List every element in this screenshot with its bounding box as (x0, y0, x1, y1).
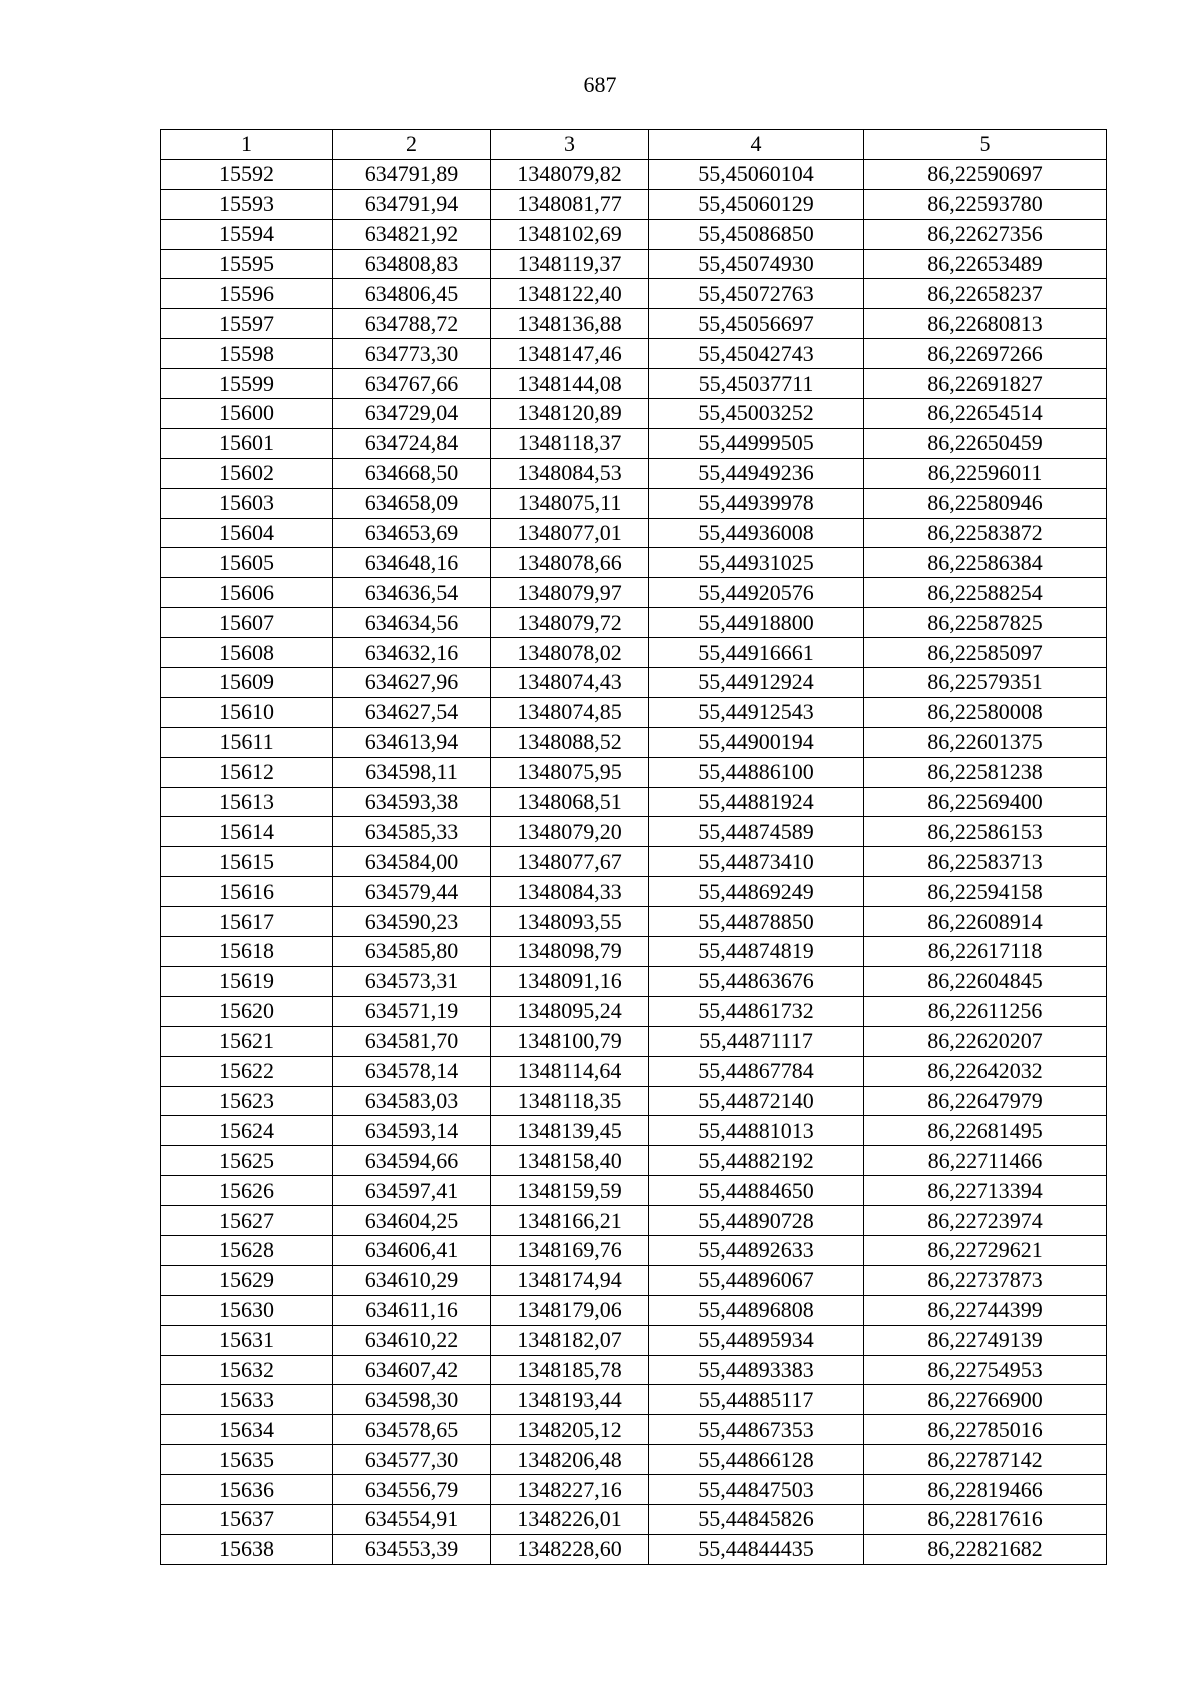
longitude-cell: 86,22819466 (864, 1475, 1107, 1505)
table-row (161, 697, 1107, 727)
table-row (161, 279, 1107, 309)
longitude-cell: 86,22601375 (864, 727, 1107, 757)
table-row (161, 1504, 1107, 1534)
y-coordinate-cell: 1348158,40 (491, 1146, 649, 1176)
table-row (161, 1534, 1107, 1564)
y-coordinate-cell: 1348228,60 (491, 1534, 649, 1564)
x-coordinate-cell: 634585,33 (333, 817, 491, 847)
y-coordinate-cell: 1348139,45 (491, 1116, 649, 1146)
point-number-cell: 15612 (161, 757, 333, 787)
longitude-cell: 86,22729621 (864, 1235, 1107, 1265)
column-header-3: 3 (491, 130, 649, 160)
longitude-cell: 86,22604845 (864, 966, 1107, 996)
x-coordinate-cell: 634607,42 (333, 1355, 491, 1385)
x-coordinate-cell: 634627,54 (333, 697, 491, 727)
column-header-2: 2 (333, 130, 491, 160)
latitude-cell: 55,44871117 (649, 1026, 864, 1056)
longitude-cell: 86,22697266 (864, 339, 1107, 369)
y-coordinate-cell: 1348185,78 (491, 1355, 649, 1385)
longitude-cell: 86,22785016 (864, 1415, 1107, 1445)
longitude-cell: 86,22586153 (864, 817, 1107, 847)
table-row (161, 638, 1107, 668)
y-coordinate-cell: 1348079,82 (491, 159, 649, 189)
table-row (161, 1265, 1107, 1295)
x-coordinate-cell: 634808,83 (333, 249, 491, 279)
longitude-cell: 86,22711466 (864, 1146, 1107, 1176)
table-row (161, 1146, 1107, 1176)
longitude-cell: 86,22754953 (864, 1355, 1107, 1385)
y-coordinate-cell: 1348078,02 (491, 638, 649, 668)
x-coordinate-cell: 634648,16 (333, 548, 491, 578)
table-row (161, 1415, 1107, 1445)
latitude-cell: 55,45060104 (649, 159, 864, 189)
x-coordinate-cell: 634658,09 (333, 488, 491, 518)
table-row (161, 787, 1107, 817)
table-row (161, 1235, 1107, 1265)
longitude-cell: 86,22650459 (864, 428, 1107, 458)
y-coordinate-cell: 1348084,33 (491, 877, 649, 907)
latitude-cell: 55,44863676 (649, 966, 864, 996)
latitude-cell: 55,44912543 (649, 697, 864, 727)
table-row (161, 1355, 1107, 1385)
point-number-cell: 15625 (161, 1146, 333, 1176)
latitude-cell: 55,44890728 (649, 1206, 864, 1236)
latitude-cell: 55,44867353 (649, 1415, 864, 1445)
x-coordinate-cell: 634604,25 (333, 1206, 491, 1236)
y-coordinate-cell: 1348227,16 (491, 1475, 649, 1505)
x-coordinate-cell: 634579,44 (333, 877, 491, 907)
latitude-cell: 55,45074930 (649, 249, 864, 279)
point-number-cell: 15636 (161, 1475, 333, 1505)
latitude-cell: 55,44874589 (649, 817, 864, 847)
point-number-cell: 15634 (161, 1415, 333, 1445)
latitude-cell: 55,45056697 (649, 309, 864, 339)
x-coordinate-cell: 634729,04 (333, 399, 491, 429)
y-coordinate-cell: 1348081,77 (491, 189, 649, 219)
longitude-cell: 86,22744399 (864, 1295, 1107, 1325)
y-coordinate-cell: 1348077,67 (491, 847, 649, 877)
y-coordinate-cell: 1348159,59 (491, 1176, 649, 1206)
x-coordinate-cell: 634571,19 (333, 996, 491, 1026)
latitude-cell: 55,45042743 (649, 339, 864, 369)
table-row (161, 1385, 1107, 1415)
point-number-cell: 15595 (161, 249, 333, 279)
table-row (161, 608, 1107, 638)
x-coordinate-cell: 634553,39 (333, 1534, 491, 1564)
x-coordinate-cell: 634585,80 (333, 937, 491, 967)
x-coordinate-cell: 634554,91 (333, 1504, 491, 1534)
table-row (161, 578, 1107, 608)
longitude-cell: 86,22749139 (864, 1325, 1107, 1355)
x-coordinate-cell: 634613,94 (333, 727, 491, 757)
point-number-cell: 15626 (161, 1176, 333, 1206)
x-coordinate-cell: 634573,31 (333, 966, 491, 996)
table-row (161, 817, 1107, 847)
x-coordinate-cell: 634821,92 (333, 219, 491, 249)
latitude-cell: 55,45060129 (649, 189, 864, 219)
y-coordinate-cell: 1348114,64 (491, 1056, 649, 1086)
point-number-cell: 15593 (161, 189, 333, 219)
table-row (161, 1056, 1107, 1086)
point-number-cell: 15637 (161, 1504, 333, 1534)
longitude-cell: 86,22593780 (864, 189, 1107, 219)
x-coordinate-cell: 634791,89 (333, 159, 491, 189)
y-coordinate-cell: 1348205,12 (491, 1415, 649, 1445)
x-coordinate-cell: 634724,84 (333, 428, 491, 458)
x-coordinate-cell: 634578,65 (333, 1415, 491, 1445)
y-coordinate-cell: 1348098,79 (491, 937, 649, 967)
x-coordinate-cell: 634556,79 (333, 1475, 491, 1505)
longitude-cell: 86,22617118 (864, 937, 1107, 967)
table-row (161, 1116, 1107, 1146)
y-coordinate-cell: 1348147,46 (491, 339, 649, 369)
y-coordinate-cell: 1348182,07 (491, 1325, 649, 1355)
point-number-cell: 15622 (161, 1056, 333, 1086)
point-number-cell: 15617 (161, 907, 333, 937)
longitude-cell: 86,22691827 (864, 369, 1107, 399)
longitude-cell: 86,22817616 (864, 1504, 1107, 1534)
y-coordinate-cell: 1348122,40 (491, 279, 649, 309)
point-number-cell: 15606 (161, 578, 333, 608)
latitude-cell: 55,44920576 (649, 578, 864, 608)
page-number: 687 (583, 72, 617, 97)
table-row (161, 309, 1107, 339)
x-coordinate-cell: 634610,22 (333, 1325, 491, 1355)
table-row (161, 966, 1107, 996)
latitude-cell: 55,44882192 (649, 1146, 864, 1176)
y-coordinate-cell: 1348179,06 (491, 1295, 649, 1325)
latitude-cell: 55,44881924 (649, 787, 864, 817)
point-number-cell: 15601 (161, 428, 333, 458)
latitude-cell: 55,44912924 (649, 668, 864, 698)
point-number-cell: 15600 (161, 399, 333, 429)
table-row (161, 219, 1107, 249)
y-coordinate-cell: 1348136,88 (491, 309, 649, 339)
y-coordinate-cell: 1348077,01 (491, 518, 649, 548)
x-coordinate-cell: 634584,00 (333, 847, 491, 877)
longitude-cell: 86,22581238 (864, 757, 1107, 787)
point-number-cell: 15599 (161, 369, 333, 399)
point-number-cell: 15619 (161, 966, 333, 996)
table-row (161, 518, 1107, 548)
y-coordinate-cell: 1348206,48 (491, 1445, 649, 1475)
table-row (161, 189, 1107, 219)
point-number-cell: 15610 (161, 697, 333, 727)
table-row (161, 369, 1107, 399)
x-coordinate-cell: 634773,30 (333, 339, 491, 369)
latitude-cell: 55,44895934 (649, 1325, 864, 1355)
latitude-cell: 55,45086850 (649, 219, 864, 249)
longitude-cell: 86,22723974 (864, 1206, 1107, 1236)
longitude-cell: 86,22821682 (864, 1534, 1107, 1564)
longitude-cell: 86,22608914 (864, 907, 1107, 937)
x-coordinate-cell: 634788,72 (333, 309, 491, 339)
point-number-cell: 15638 (161, 1534, 333, 1564)
x-coordinate-cell: 634590,23 (333, 907, 491, 937)
y-coordinate-cell: 1348079,20 (491, 817, 649, 847)
latitude-cell: 55,44847503 (649, 1475, 864, 1505)
latitude-cell: 55,44931025 (649, 548, 864, 578)
point-number-cell: 15621 (161, 1026, 333, 1056)
x-coordinate-cell: 634610,29 (333, 1265, 491, 1295)
longitude-cell: 86,22585097 (864, 638, 1107, 668)
y-coordinate-cell: 1348088,52 (491, 727, 649, 757)
y-coordinate-cell: 1348078,66 (491, 548, 649, 578)
point-number-cell: 15623 (161, 1086, 333, 1116)
longitude-cell: 86,22580946 (864, 488, 1107, 518)
longitude-cell: 86,22737873 (864, 1265, 1107, 1295)
latitude-cell: 55,44872140 (649, 1086, 864, 1116)
table-row (161, 399, 1107, 429)
y-coordinate-cell: 1348120,89 (491, 399, 649, 429)
longitude-cell: 86,22713394 (864, 1176, 1107, 1206)
y-coordinate-cell: 1348068,51 (491, 787, 649, 817)
latitude-cell: 55,44896808 (649, 1295, 864, 1325)
table-row (161, 458, 1107, 488)
longitude-cell: 86,22596011 (864, 458, 1107, 488)
x-coordinate-cell: 634632,16 (333, 638, 491, 668)
y-coordinate-cell: 1348174,94 (491, 1265, 649, 1295)
latitude-cell: 55,44893383 (649, 1355, 864, 1385)
table-row (161, 249, 1107, 279)
longitude-cell: 86,22647979 (864, 1086, 1107, 1116)
table-row (161, 727, 1107, 757)
point-number-cell: 15604 (161, 518, 333, 548)
longitude-cell: 86,22594158 (864, 877, 1107, 907)
coordinates-table (160, 129, 1107, 1565)
y-coordinate-cell: 1348079,72 (491, 608, 649, 638)
y-coordinate-cell: 1348075,11 (491, 488, 649, 518)
latitude-cell: 55,44874819 (649, 937, 864, 967)
y-coordinate-cell: 1348102,69 (491, 219, 649, 249)
table-row (161, 877, 1107, 907)
latitude-cell: 55,44844435 (649, 1534, 864, 1564)
longitude-cell: 86,22620207 (864, 1026, 1107, 1056)
table-row (161, 668, 1107, 698)
point-number-cell: 15618 (161, 937, 333, 967)
table-body (161, 159, 1107, 1564)
table-header-row (161, 130, 1107, 160)
x-coordinate-cell: 634597,41 (333, 1176, 491, 1206)
latitude-cell: 55,44845826 (649, 1504, 864, 1534)
longitude-cell: 86,22766900 (864, 1385, 1107, 1415)
latitude-cell: 55,44878850 (649, 907, 864, 937)
longitude-cell: 86,22580008 (864, 697, 1107, 727)
y-coordinate-cell: 1348095,24 (491, 996, 649, 1026)
point-number-cell: 15611 (161, 727, 333, 757)
longitude-cell: 86,22787142 (864, 1445, 1107, 1475)
longitude-cell: 86,22587825 (864, 608, 1107, 638)
table-row (161, 757, 1107, 787)
longitude-cell: 86,22627356 (864, 219, 1107, 249)
point-number-cell: 15633 (161, 1385, 333, 1415)
point-number-cell: 15605 (161, 548, 333, 578)
x-coordinate-cell: 634636,54 (333, 578, 491, 608)
y-coordinate-cell: 1348193,44 (491, 1385, 649, 1415)
latitude-cell: 55,45003252 (649, 399, 864, 429)
column-header-5: 5 (864, 130, 1107, 160)
y-coordinate-cell: 1348079,97 (491, 578, 649, 608)
latitude-cell: 55,44881013 (649, 1116, 864, 1146)
table-row (161, 339, 1107, 369)
latitude-cell: 55,44867784 (649, 1056, 864, 1086)
latitude-cell: 55,45072763 (649, 279, 864, 309)
latitude-cell: 55,44936008 (649, 518, 864, 548)
point-number-cell: 15628 (161, 1235, 333, 1265)
longitude-cell: 86,22611256 (864, 996, 1107, 1026)
table-row (161, 1176, 1107, 1206)
point-number-cell: 15627 (161, 1206, 333, 1236)
y-coordinate-cell: 1348118,37 (491, 428, 649, 458)
y-coordinate-cell: 1348075,95 (491, 757, 649, 787)
latitude-cell: 55,44896067 (649, 1265, 864, 1295)
table-row (161, 428, 1107, 458)
x-coordinate-cell: 634791,94 (333, 189, 491, 219)
table-row (161, 847, 1107, 877)
table-row (161, 488, 1107, 518)
x-coordinate-cell: 634593,14 (333, 1116, 491, 1146)
longitude-cell: 86,22681495 (864, 1116, 1107, 1146)
longitude-cell: 86,22642032 (864, 1056, 1107, 1086)
column-header-4: 4 (649, 130, 864, 160)
point-number-cell: 15632 (161, 1355, 333, 1385)
x-coordinate-cell: 634767,66 (333, 369, 491, 399)
table-row (161, 1475, 1107, 1505)
x-coordinate-cell: 634577,30 (333, 1445, 491, 1475)
y-coordinate-cell: 1348166,21 (491, 1206, 649, 1236)
x-coordinate-cell: 634627,96 (333, 668, 491, 698)
table-row (161, 159, 1107, 189)
table-row (161, 937, 1107, 967)
longitude-cell: 86,22658237 (864, 279, 1107, 309)
point-number-cell: 15630 (161, 1295, 333, 1325)
point-number-cell: 15597 (161, 309, 333, 339)
x-coordinate-cell: 634598,11 (333, 757, 491, 787)
x-coordinate-cell: 634594,66 (333, 1146, 491, 1176)
x-coordinate-cell: 634593,38 (333, 787, 491, 817)
longitude-cell: 86,22569400 (864, 787, 1107, 817)
longitude-cell: 86,22583872 (864, 518, 1107, 548)
point-number-cell: 15631 (161, 1325, 333, 1355)
point-number-cell: 15598 (161, 339, 333, 369)
y-coordinate-cell: 1348119,37 (491, 249, 649, 279)
longitude-cell: 86,22588254 (864, 578, 1107, 608)
point-number-cell: 15624 (161, 1116, 333, 1146)
longitude-cell: 86,22579351 (864, 668, 1107, 698)
longitude-cell: 86,22654514 (864, 399, 1107, 429)
x-coordinate-cell: 634581,70 (333, 1026, 491, 1056)
point-number-cell: 15608 (161, 638, 333, 668)
y-coordinate-cell: 1348118,35 (491, 1086, 649, 1116)
point-number-cell: 15602 (161, 458, 333, 488)
latitude-cell: 55,44949236 (649, 458, 864, 488)
x-coordinate-cell: 634806,45 (333, 279, 491, 309)
x-coordinate-cell: 634653,69 (333, 518, 491, 548)
y-coordinate-cell: 1348226,01 (491, 1504, 649, 1534)
x-coordinate-cell: 634598,30 (333, 1385, 491, 1415)
latitude-cell: 55,44885117 (649, 1385, 864, 1415)
table-row (161, 907, 1107, 937)
x-coordinate-cell: 634611,16 (333, 1295, 491, 1325)
point-number-cell: 15615 (161, 847, 333, 877)
latitude-cell: 55,44866128 (649, 1445, 864, 1475)
table-row (161, 1206, 1107, 1236)
table-row (161, 1086, 1107, 1116)
x-coordinate-cell: 634634,56 (333, 608, 491, 638)
y-coordinate-cell: 1348084,53 (491, 458, 649, 488)
latitude-cell: 55,44918800 (649, 608, 864, 638)
point-number-cell: 15594 (161, 219, 333, 249)
x-coordinate-cell: 634668,50 (333, 458, 491, 488)
column-header-1: 1 (161, 130, 333, 160)
table-row (161, 548, 1107, 578)
longitude-cell: 86,22680813 (864, 309, 1107, 339)
point-number-cell: 15592 (161, 159, 333, 189)
latitude-cell: 55,44892633 (649, 1235, 864, 1265)
x-coordinate-cell: 634578,14 (333, 1056, 491, 1086)
latitude-cell: 55,44869249 (649, 877, 864, 907)
y-coordinate-cell: 1348074,43 (491, 668, 649, 698)
latitude-cell: 55,44884650 (649, 1176, 864, 1206)
longitude-cell: 86,22590697 (864, 159, 1107, 189)
y-coordinate-cell: 1348144,08 (491, 369, 649, 399)
point-number-cell: 15609 (161, 668, 333, 698)
longitude-cell: 86,22653489 (864, 249, 1107, 279)
latitude-cell: 55,44916661 (649, 638, 864, 668)
table-row (161, 1026, 1107, 1056)
y-coordinate-cell: 1348093,55 (491, 907, 649, 937)
point-number-cell: 15603 (161, 488, 333, 518)
point-number-cell: 15613 (161, 787, 333, 817)
point-number-cell: 15614 (161, 817, 333, 847)
y-coordinate-cell: 1348074,85 (491, 697, 649, 727)
latitude-cell: 55,45037711 (649, 369, 864, 399)
latitude-cell: 55,44861732 (649, 996, 864, 1026)
latitude-cell: 55,44999505 (649, 428, 864, 458)
latitude-cell: 55,44886100 (649, 757, 864, 787)
point-number-cell: 15607 (161, 608, 333, 638)
table-row (161, 1295, 1107, 1325)
point-number-cell: 15629 (161, 1265, 333, 1295)
latitude-cell: 55,44939978 (649, 488, 864, 518)
table-row (161, 996, 1107, 1026)
point-number-cell: 15635 (161, 1445, 333, 1475)
y-coordinate-cell: 1348100,79 (491, 1026, 649, 1056)
latitude-cell: 55,44900194 (649, 727, 864, 757)
x-coordinate-cell: 634606,41 (333, 1235, 491, 1265)
y-coordinate-cell: 1348169,76 (491, 1235, 649, 1265)
longitude-cell: 86,22586384 (864, 548, 1107, 578)
point-number-cell: 15596 (161, 279, 333, 309)
y-coordinate-cell: 1348091,16 (491, 966, 649, 996)
point-number-cell: 15620 (161, 996, 333, 1026)
point-number-cell: 15616 (161, 877, 333, 907)
table-row (161, 1325, 1107, 1355)
table-row (161, 1445, 1107, 1475)
longitude-cell: 86,22583713 (864, 847, 1107, 877)
x-coordinate-cell: 634583,03 (333, 1086, 491, 1116)
latitude-cell: 55,44873410 (649, 847, 864, 877)
